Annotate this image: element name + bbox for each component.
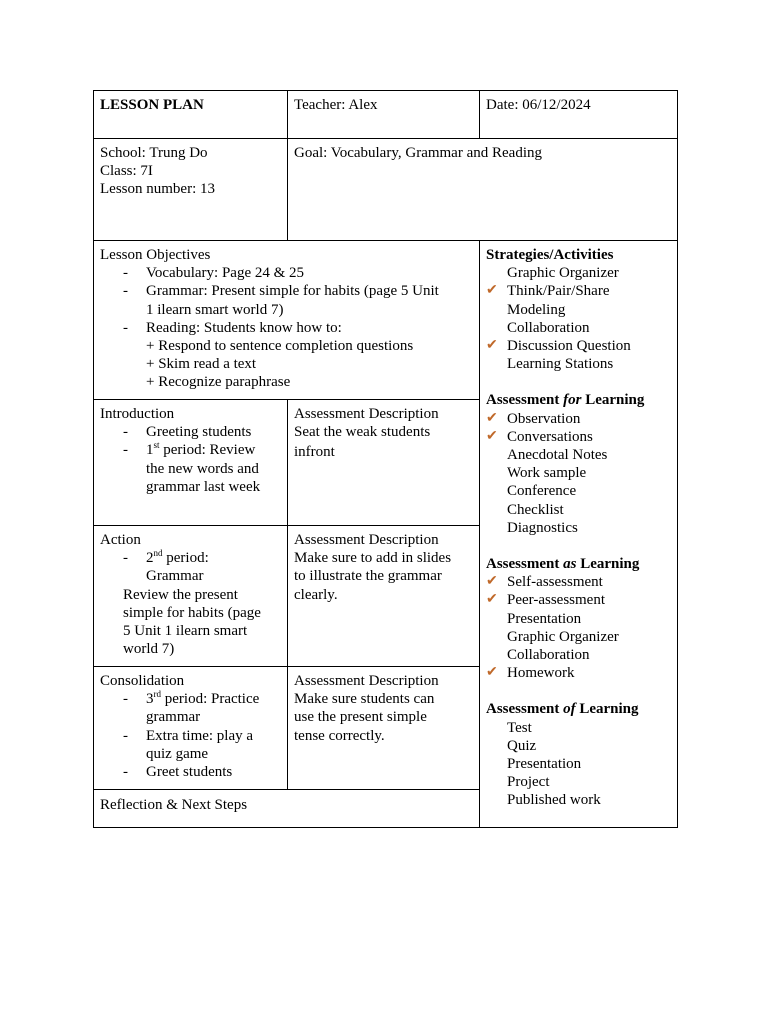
teacher-cell — [288, 91, 479, 138]
assessment-as-item: Presentation — [507, 610, 582, 627]
lesson-date: Date: 06/12/2024 — [486, 97, 591, 113]
assessment-for-item: Checklist — [507, 501, 564, 518]
introduction-assessment-cell — [288, 400, 479, 525]
assessment-description-heading: Assessment Description — [294, 673, 439, 689]
assessment-as-learning-heading: Assessment as Learning — [486, 556, 640, 573]
checkmark-icon: ✔ — [486, 428, 498, 444]
objectives-heading: Lesson Objectives — [100, 247, 211, 263]
assessment-description-text: Make sure students can — [294, 691, 435, 708]
assessment-of-item: Presentation — [507, 756, 582, 773]
school-info-cell — [94, 139, 287, 240]
assessment-description-heading: Assessment Description — [294, 406, 439, 422]
table-border-bottom — [93, 827, 678, 828]
checkmark-icon: ✔ — [486, 283, 498, 299]
assessment-for-item: Work sample — [507, 465, 587, 482]
assessment-as-item: Collaboration — [507, 647, 590, 664]
strategy-item: ✔ Discussion Question — [486, 338, 631, 355]
strategy-item: Learning Stations — [507, 356, 614, 373]
lesson-number: Lesson number: 13 — [100, 181, 215, 198]
assessment-as-item: ✔ Self-assessment — [486, 574, 603, 591]
assessment-of-learning-heading: Assessment of Learning — [486, 701, 639, 718]
action-text: Review the present — [123, 586, 238, 603]
introduction-item: - 1st period: Review — [123, 440, 256, 459]
consolidation-item: - Greet students — [123, 764, 233, 781]
strategy-item: Graphic Organizer — [507, 265, 619, 282]
action-cell — [94, 526, 287, 666]
introduction-item-continued: grammar last week — [146, 478, 261, 495]
action-text: world 7) — [123, 641, 175, 658]
consolidation-heading: Consolidation — [100, 673, 185, 689]
introduction-heading: Introduction — [100, 406, 175, 422]
assessment-description-heading: Assessment Description — [294, 532, 439, 548]
assessment-of-learning-list — [486, 719, 671, 810]
action-text: simple for habits (page — [123, 604, 261, 621]
introduction-cell — [94, 400, 287, 525]
lesson-plan-table — [93, 90, 678, 828]
assessment-description-text: Make sure to add in slides — [294, 550, 452, 567]
consolidation-cell — [94, 667, 287, 789]
objective-item: - Reading: Students know how to: — [123, 319, 342, 336]
strategy-item: Modeling — [507, 301, 566, 318]
assessment-description-text: infront — [294, 444, 335, 461]
teacher-name: Teacher: Alex — [294, 97, 378, 113]
assessment-description-text: to illustrate the grammar — [294, 568, 442, 585]
assessment-as-item: ✔ Homework — [486, 665, 575, 682]
assessment-for-learning-list — [486, 410, 671, 537]
action-heading: Action — [100, 532, 141, 548]
assessment-of-item: Quiz — [507, 737, 537, 754]
assessment-for-item: ✔ Observation — [486, 410, 581, 427]
consolidation-item: - 3rd period: Practice — [123, 689, 260, 708]
consolidation-assessment-cell — [288, 667, 479, 789]
checkmark-icon: ✔ — [486, 338, 498, 354]
class-name: Class: 7I — [100, 163, 153, 180]
date-cell — [480, 91, 677, 138]
school-name: School: Trung Do — [100, 145, 208, 161]
goal-cell — [288, 139, 677, 240]
assessment-description-text: tense correctly. — [294, 727, 385, 744]
assessment-description-text: use the present simple — [294, 709, 427, 726]
checkmark-icon: ✔ — [486, 410, 498, 426]
strategy-item: ✔ Think/Pair/Share — [486, 283, 610, 300]
objective-subitem: + Recognize paraphrase — [146, 374, 291, 391]
reflection-cell — [94, 790, 479, 827]
strategies-cell — [480, 241, 677, 827]
table-border-right — [677, 90, 678, 828]
title-cell — [94, 91, 287, 138]
objective-subitem: + Respond to sentence completion questions — [146, 338, 414, 355]
objective-item: - Grammar: Present simple for habits (page 5 Unit — [123, 283, 439, 300]
objectives-cell — [94, 241, 479, 399]
assessment-description-text: clearly. — [294, 586, 338, 603]
consolidation-item: - Extra time: play a — [123, 727, 254, 744]
assessment-for-item: Anecdotal Notes — [507, 447, 608, 464]
assessment-as-item: ✔ Peer-assessment — [486, 592, 606, 609]
lesson-goal: Goal: Vocabulary, Grammar and Reading — [294, 145, 542, 161]
consolidation-item-continued: grammar — [146, 709, 201, 726]
assessment-for-learning-heading: Assessment for Learning — [486, 392, 645, 409]
objective-item: - Vocabulary: Page 24 & 25 — [123, 265, 305, 282]
assessment-for-item: ✔ Conversations — [486, 428, 593, 445]
assessment-of-item: Test — [507, 719, 532, 736]
action-text: 5 Unit 1 ilearn smart — [123, 623, 248, 640]
strategies-list — [486, 264, 671, 373]
objective-item-continued: 1 ilearn smart world 7) — [146, 301, 284, 318]
action-item: - 2nd period: — [123, 548, 209, 567]
introduction-item-continued: the new words and — [146, 460, 259, 477]
lesson-plan-title: LESSON PLAN — [100, 97, 204, 113]
checkmark-icon: ✔ — [486, 592, 498, 608]
action-item-continued: Grammar — [146, 568, 204, 585]
introduction-item: - Greeting students — [123, 424, 252, 441]
checkmark-icon: ✔ — [486, 665, 498, 681]
assessment-as-item: Graphic Organizer — [507, 628, 619, 645]
assessment-of-item: Project — [507, 774, 550, 791]
checkmark-icon: ✔ — [486, 574, 498, 590]
strategies-heading: Strategies/Activities — [486, 247, 614, 263]
assessment-for-item: Conference — [507, 483, 577, 500]
action-assessment-cell — [288, 526, 479, 666]
assessment-for-item: Diagnostics — [507, 519, 578, 536]
assessment-description-text: Seat the weak students — [294, 424, 431, 441]
reflection-heading: Reflection & Next Steps — [100, 797, 248, 813]
strategy-item: Collaboration — [507, 319, 590, 336]
assessment-of-item: Published work — [507, 792, 601, 809]
objective-subitem: + Skim read a text — [146, 356, 257, 373]
consolidation-item-continued: quiz game — [146, 745, 209, 762]
assessment-as-learning-list — [486, 573, 671, 682]
